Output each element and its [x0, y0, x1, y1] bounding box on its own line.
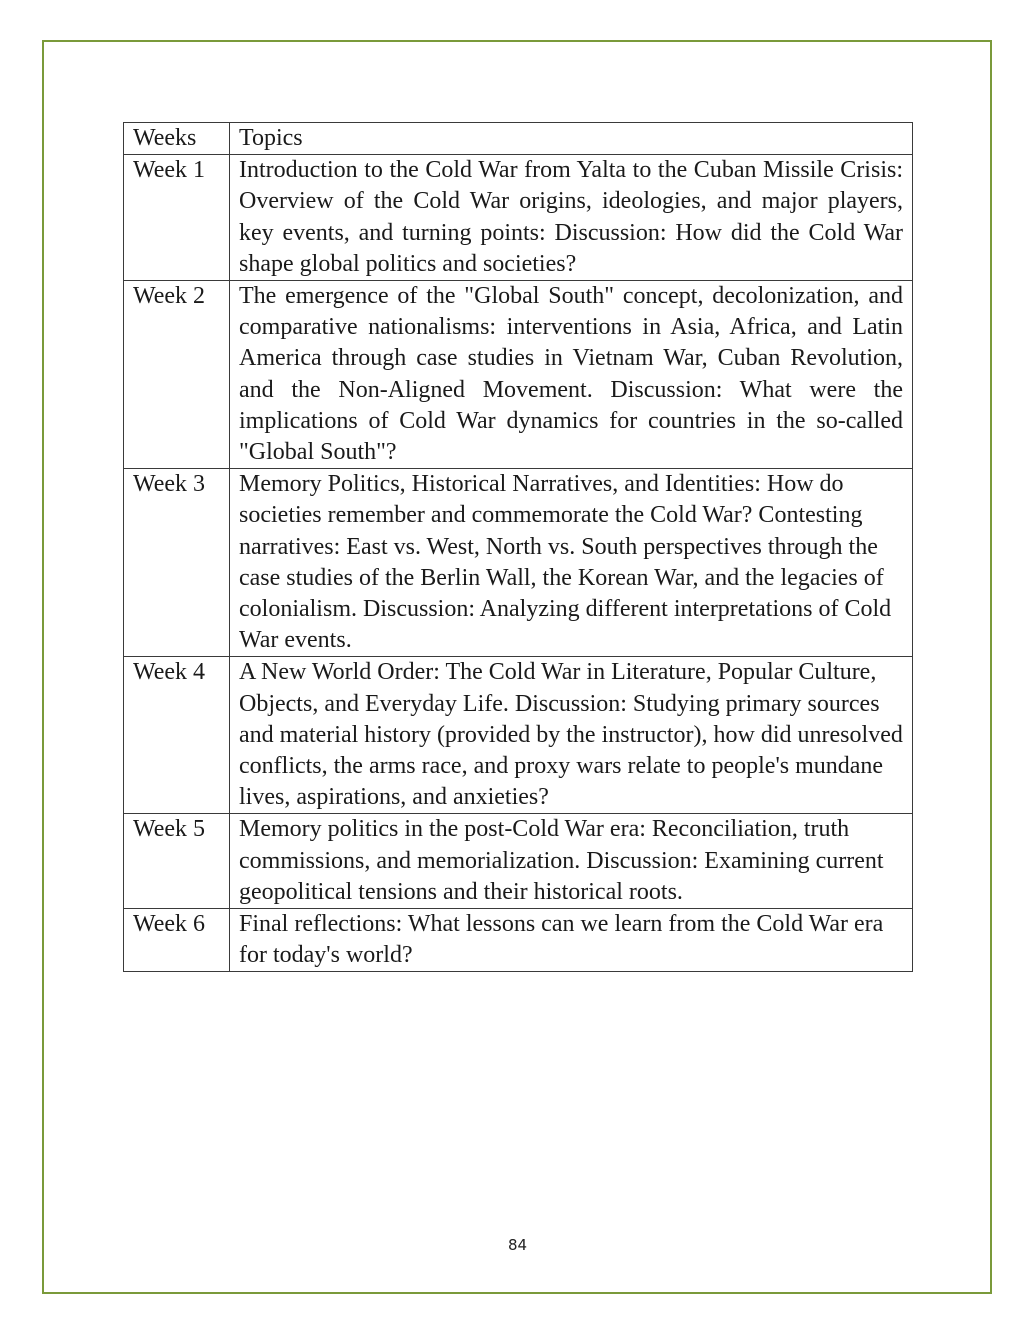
week-topic: Final reflections: What lessons can we learn from the Cold War era for today's world? [230, 909, 913, 972]
week-topic: Introduction to the Cold War from Yalta to the Cuban Missile Crisis: Overview of the Cold War origins, ideologies, and major players, key events, and turning points: Discussion: How did the Cold War shape global politics and societies? [230, 155, 913, 281]
week-label: Week 3 [124, 469, 230, 657]
table-row-week-2 [124, 281, 913, 469]
table-row-week-6 [124, 909, 913, 972]
week-label: Week 2 [124, 281, 230, 469]
week-topic: The emergence of the "Global South" concept, decolonization, and comparative nationalisms: interventions in Asia, Africa, and Latin America through case studies in Vietnam War, Cuban Revolution, and the Non-Aligned Movement. Discussion: What were the implications of Cold War dynamics for countries in the so-called "Global South"? [230, 281, 913, 469]
table-row-week-4 [124, 657, 913, 814]
week-label: Week 1 [124, 155, 230, 281]
header-topics: Topics [230, 123, 913, 155]
week-label: Week 4 [124, 657, 230, 814]
week-label: Week 5 [124, 814, 230, 909]
table-row-week-5 [124, 814, 913, 909]
table-row-week-3 [124, 469, 913, 657]
week-topic: Memory politics in the post-Cold War era: Reconciliation, truth commissions, and memorialization. Discussion: Examining current geopolitical tensions and their historical roots. [230, 814, 913, 909]
header-weeks: Weeks [124, 123, 230, 155]
page-number: 84 [507, 1236, 528, 1254]
week-label: Week 6 [124, 909, 230, 972]
table-row-week-1 [124, 155, 913, 281]
week-topic: Memory Politics, Historical Narratives, and Identities: How do societies remember and commemorate the Cold War? Contesting narratives: East vs. West, North vs. South perspectives through the case studies of the Berlin Wall, the Korean War, and the legacies of colonialism. Discussion: Analyzing different interpretations of Cold War events. [230, 469, 913, 657]
weekly-topics-table [123, 122, 913, 972]
table-header-row [124, 123, 913, 155]
week-topic: A New World Order: The Cold War in Literature, Popular Culture, Objects, and Everyday Life. Discussion: Studying primary sources and material history (provided by the instructor), how did unresolved conflicts, the arms race, and proxy wars relate to people's mundane lives, aspirations, and anxieties? [230, 657, 913, 814]
